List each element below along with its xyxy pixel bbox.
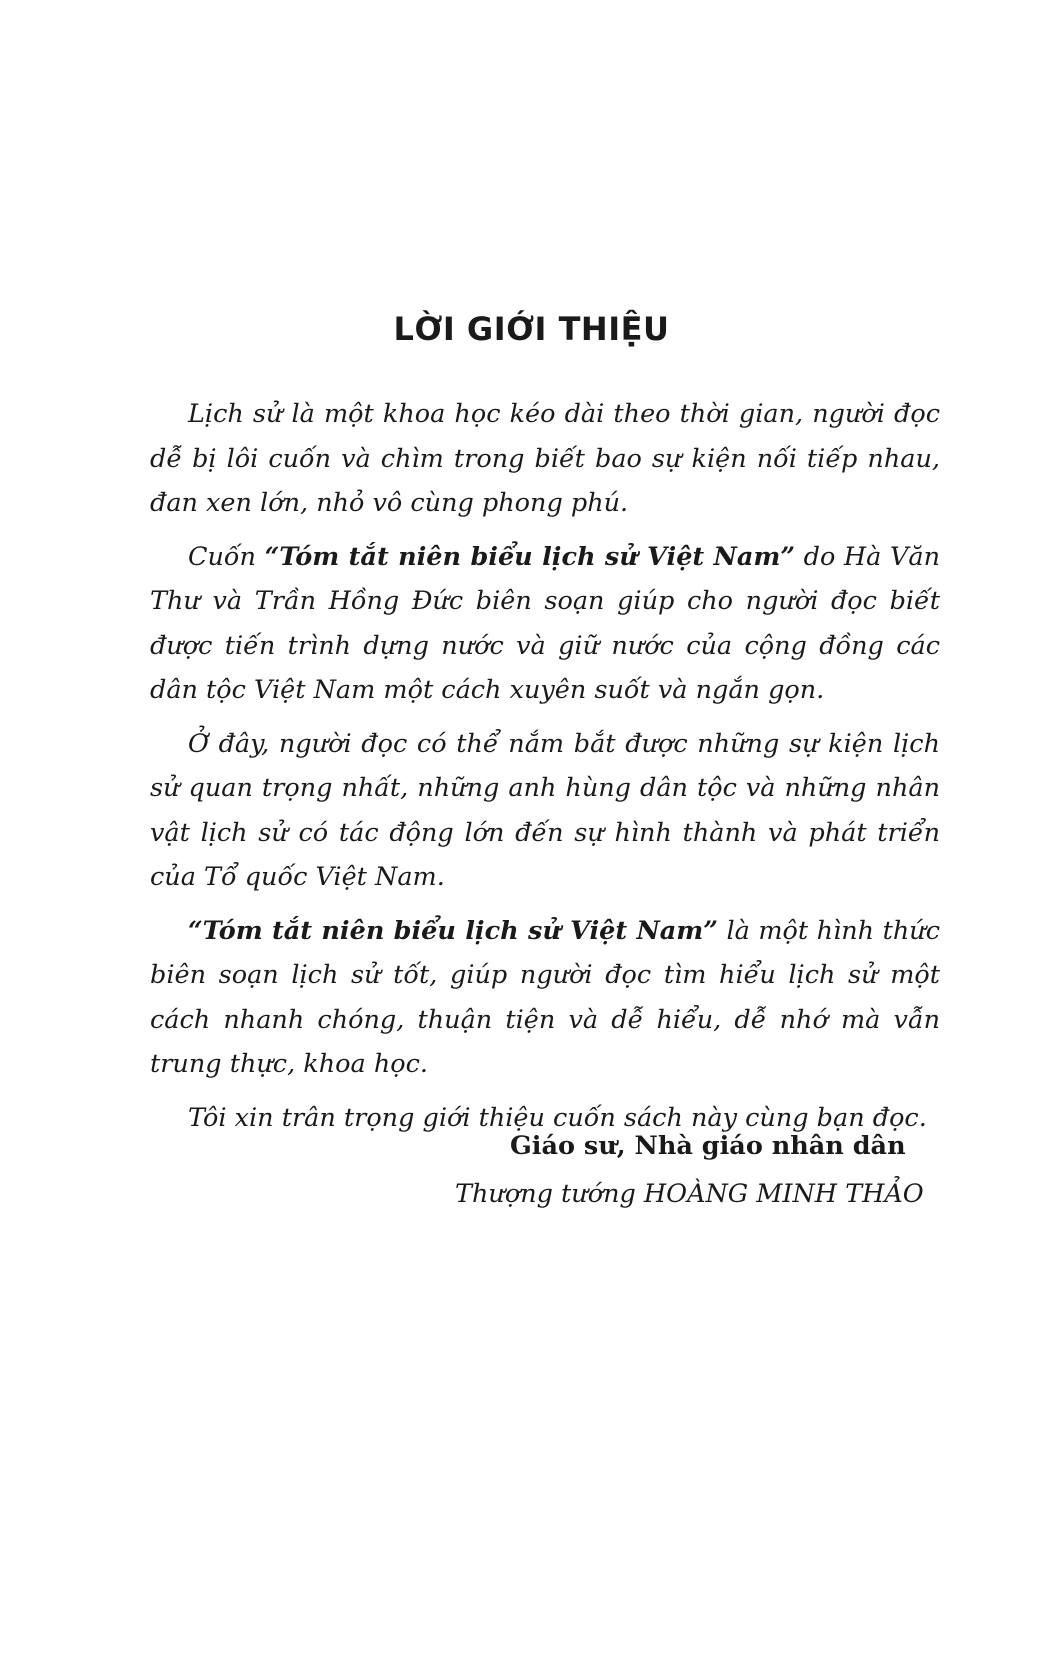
signature-block (455, 1122, 955, 1218)
signature-title: Giáo sư, Nhà giáo nhân dân (510, 1131, 906, 1161)
introduction-body (150, 392, 940, 1149)
paragraph-2 (150, 535, 940, 713)
paragraph-1: Lịch sử là một khoa học kéo dài theo thời gian, người đọc dễ bị lôi cuốn và chìm trong biết bao sự kiện nối tiếp nhau, đan xen lớn, nhỏ vô cùng phong phú. (150, 399, 940, 518)
paragraph-4-suffix: là một hình thức biên soạn lịch sử tốt, giúp người đọc tìm hiểu lịch sử một cách nhanh chóng, thuận tiện và dễ hiểu, dễ nhớ mà vẫn trung thực, khoa học. (150, 915, 940, 1079)
paragraph-3: Ở đây, người đọc có thể nắm bắt được những sự kiện lịch sử quan trọng nhất, những anh hùng dân tộc và những nhân vật lịch sử có tác động lớn đến sự hình thành và phát triển của Tổ quốc Việt Nam. (150, 728, 940, 892)
paragraph-4 (150, 909, 940, 1087)
signature-name: Thượng tướng HOÀNG MINH THẢO (455, 1179, 924, 1209)
page-title: LỜI GIỚI THIỆU (393, 310, 670, 348)
book-title-reference: “Tóm tắt niên biểu lịch sử Việt Nam” (264, 541, 796, 572)
book-title-reference: “Tóm tắt niên biểu lịch sử Việt Nam” (188, 915, 718, 946)
paragraph-2-prefix: Cuốn (188, 541, 265, 572)
paragraph-5: Tôi xin trân trọng giới thiệu cuốn sách này cùng bạn đọc. (188, 1102, 927, 1133)
paragraph-2-suffix: do Hà Văn Thư và Trần Hồng Đức biên soạn giúp cho người đọc biết được tiến trình dựng nước và giữ nước của cộng đồng các dân tộc Việt Nam một cách xuyên suốt và ngắn gọn. (150, 541, 940, 705)
